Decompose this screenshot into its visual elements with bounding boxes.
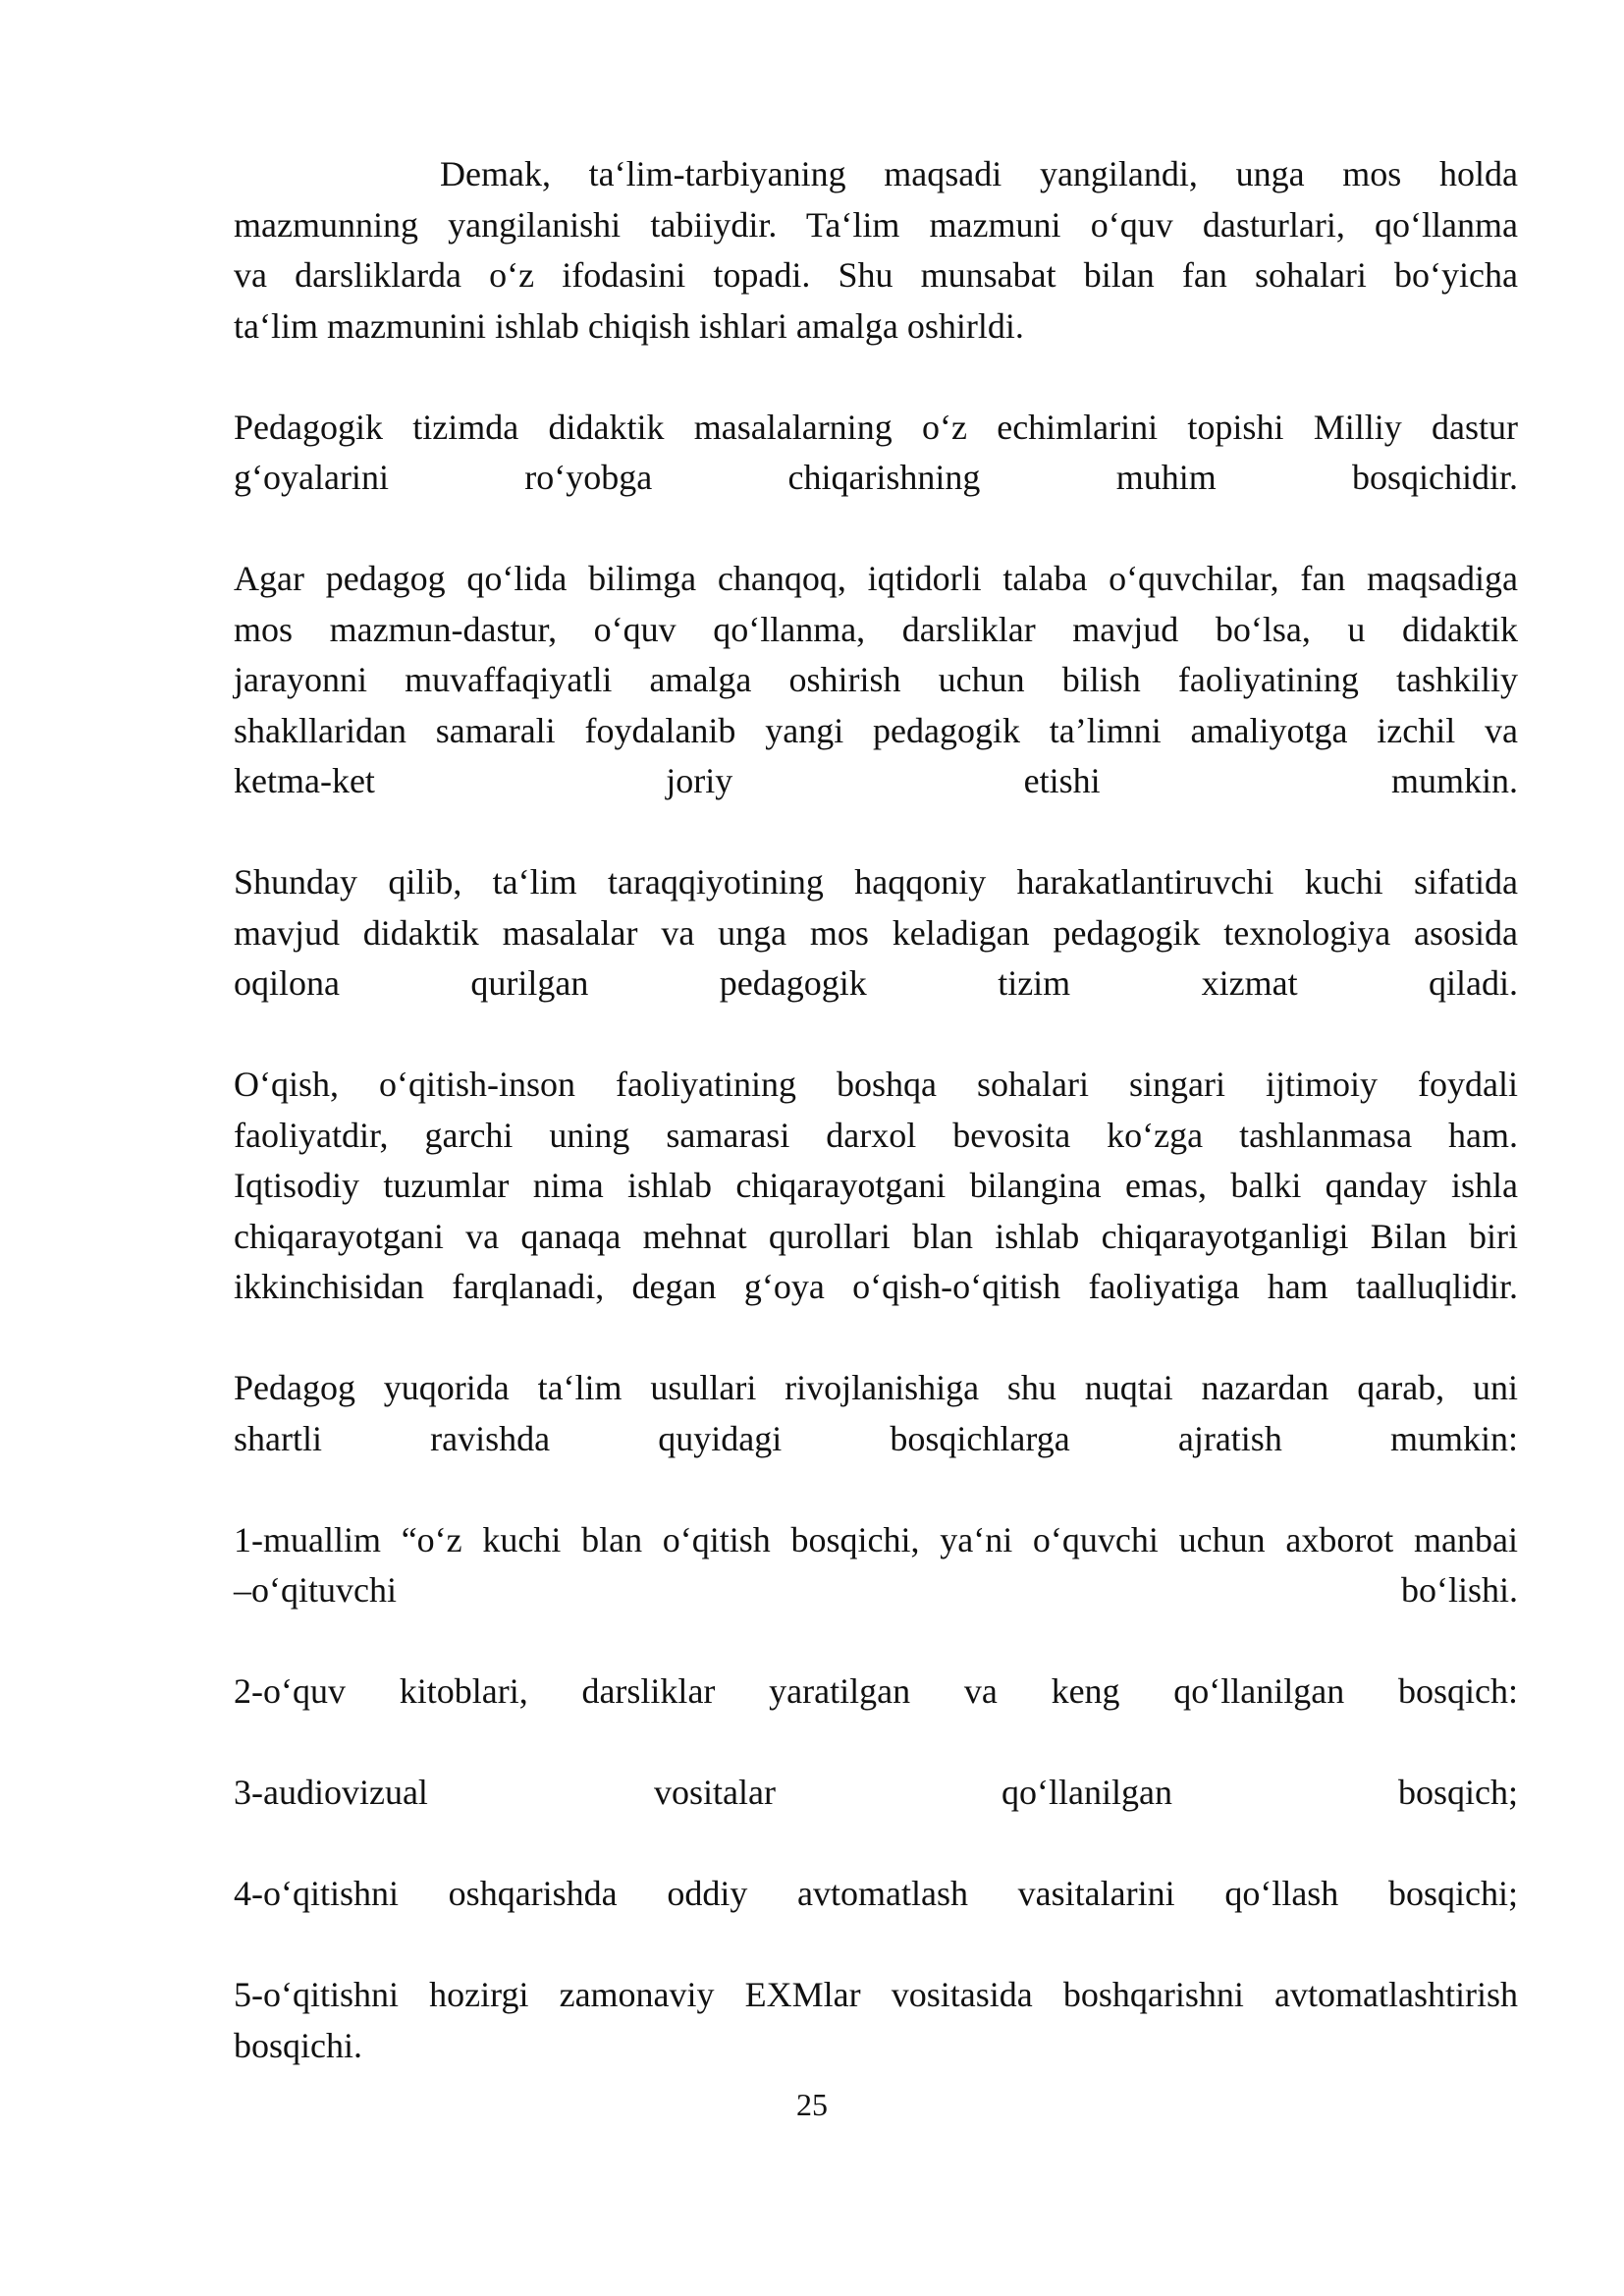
text-line: ikkinchisidan farqlanadi, degan g‘oya o‘qish-o‘qitish faoliyatiga ham taalluqlidir.	[234, 1267, 1518, 1306]
text-line: 4-o‘qitishni oshqarishda oddiy avtomatlash vasitalarini qo‘llash bosqichi;	[234, 1874, 1518, 1913]
text-line: va darsliklarda o‘z ifodasini topadi. Shu munsabat bilan fan sohalari bo‘yicha	[234, 255, 1518, 295]
list-item-2	[234, 1667, 1518, 1718]
text-line: Pedagogik tizimda didaktik masalalarning o‘z echimlarini topishi Milliy dastur	[234, 407, 1518, 447]
text-line: O‘qish, o‘qitish-inson faoliyatining boshqa sohalari singari ijtimoiy foydali	[234, 1065, 1518, 1104]
text-line: 3-audiovizual vositalar qo‘llanilgan bosqich;	[234, 1773, 1518, 1812]
text-line: Agar pedagog qo‘lida bilimga chanqoq, iqtidorli talaba o‘quvchilar, fan maqsadiga	[234, 559, 1518, 598]
text-line: mavjud didaktik masalalar va unga mos keladigan pedagogik texnologiya asosida	[234, 912, 1518, 953]
text-line: g‘oyalarini ro‘yobga chiqarishning muhim bosqichidir.	[234, 458, 1518, 497]
list-item-1	[234, 1515, 1518, 1616]
text-line: 1-muallim “o‘z kuchi blan o‘qitish bosqichi, ya‘ni o‘quvchi uchun axborot manbai	[234, 1519, 1518, 1559]
document-body	[234, 149, 1518, 2122]
text-line: –o‘qituvchi bo‘lishi.	[234, 1570, 1518, 1610]
text-line: mos mazmun-dastur, o‘quv qo‘llanma, darsliklar mavjud bo‘lsa, u didaktik	[234, 609, 1518, 649]
list-item-3	[234, 1768, 1518, 1819]
paragraph-4	[234, 857, 1518, 1010]
text-line: Iqtisodiy tuzumlar nima ishlab chiqarayotgani bilangina emas, balki qanday ishla	[234, 1166, 1518, 1205]
paragraph-6	[234, 1363, 1518, 1464]
paragraph-1	[234, 149, 1518, 352]
text-line: ta‘lim mazmunini ishlab chiqish ishlari amalga oshirldi.	[234, 305, 1024, 346]
text-line: bosqichi.	[234, 2025, 362, 2065]
text-line: shakllaridan samarali foydalanib yangi pedagogik ta’limni amaliyotga izchil va	[234, 710, 1518, 750]
text-line: faoliyatdir, garchi uning samarasi darxol bevosita ko‘zga tashlanmasa ham.	[234, 1115, 1518, 1155]
list-item-4	[234, 1869, 1518, 1920]
paragraph-3	[234, 554, 1518, 807]
text-line: chiqarayotgani va qanaqa mehnat qurollari blan ishlab chiqarayotganligi Bilan biri	[234, 1216, 1518, 1256]
text-line: shartli ravishda quyidagi bosqichlarga ajratish mumkin:	[234, 1418, 1518, 1458]
text-line: Shunday qilib, ta‘lim taraqqiyotining haqqoniy harakatlantiruvchi kuchi sifatida	[234, 862, 1518, 902]
paragraph-5	[234, 1060, 1518, 1313]
text-line: Pedagog yuqorida ta‘lim usullari rivojlanishiga shu nuqtai nazardan qarab, uni	[234, 1368, 1518, 1407]
text-line: ketma-ket joriy etishi mumkin.	[234, 761, 1518, 800]
paragraph-2	[234, 403, 1518, 504]
text-line: 2-o‘quv kitoblari, darsliklar yaratilgan va keng qo‘llanilgan bosqich:	[234, 1671, 1518, 1711]
text-line: jarayonni muvaffaqiyatli amalga oshirish uchun bilish faoliyatining tashkiliy	[234, 660, 1518, 699]
text-line: oqilona qurilgan pedagogik tizim xizmat qiladi.	[234, 963, 1518, 1003]
text-line: mazmunning yangilanishi tabiiydir. Ta‘lim mazmuni o‘quv dasturlari, qo‘llanma	[234, 204, 1518, 245]
page-number: 25	[796, 2087, 828, 2122]
list-item-5	[234, 1970, 1518, 2071]
text-line: Demak, ta‘lim-tarbiyaning maqsadi yangilandi, unga mos holda	[440, 154, 1518, 193]
text-line: 5-o‘qitishni hozirgi zamonaviy EXMlar vositasida boshqarishni avtomatlashtirish	[234, 1975, 1518, 2014]
